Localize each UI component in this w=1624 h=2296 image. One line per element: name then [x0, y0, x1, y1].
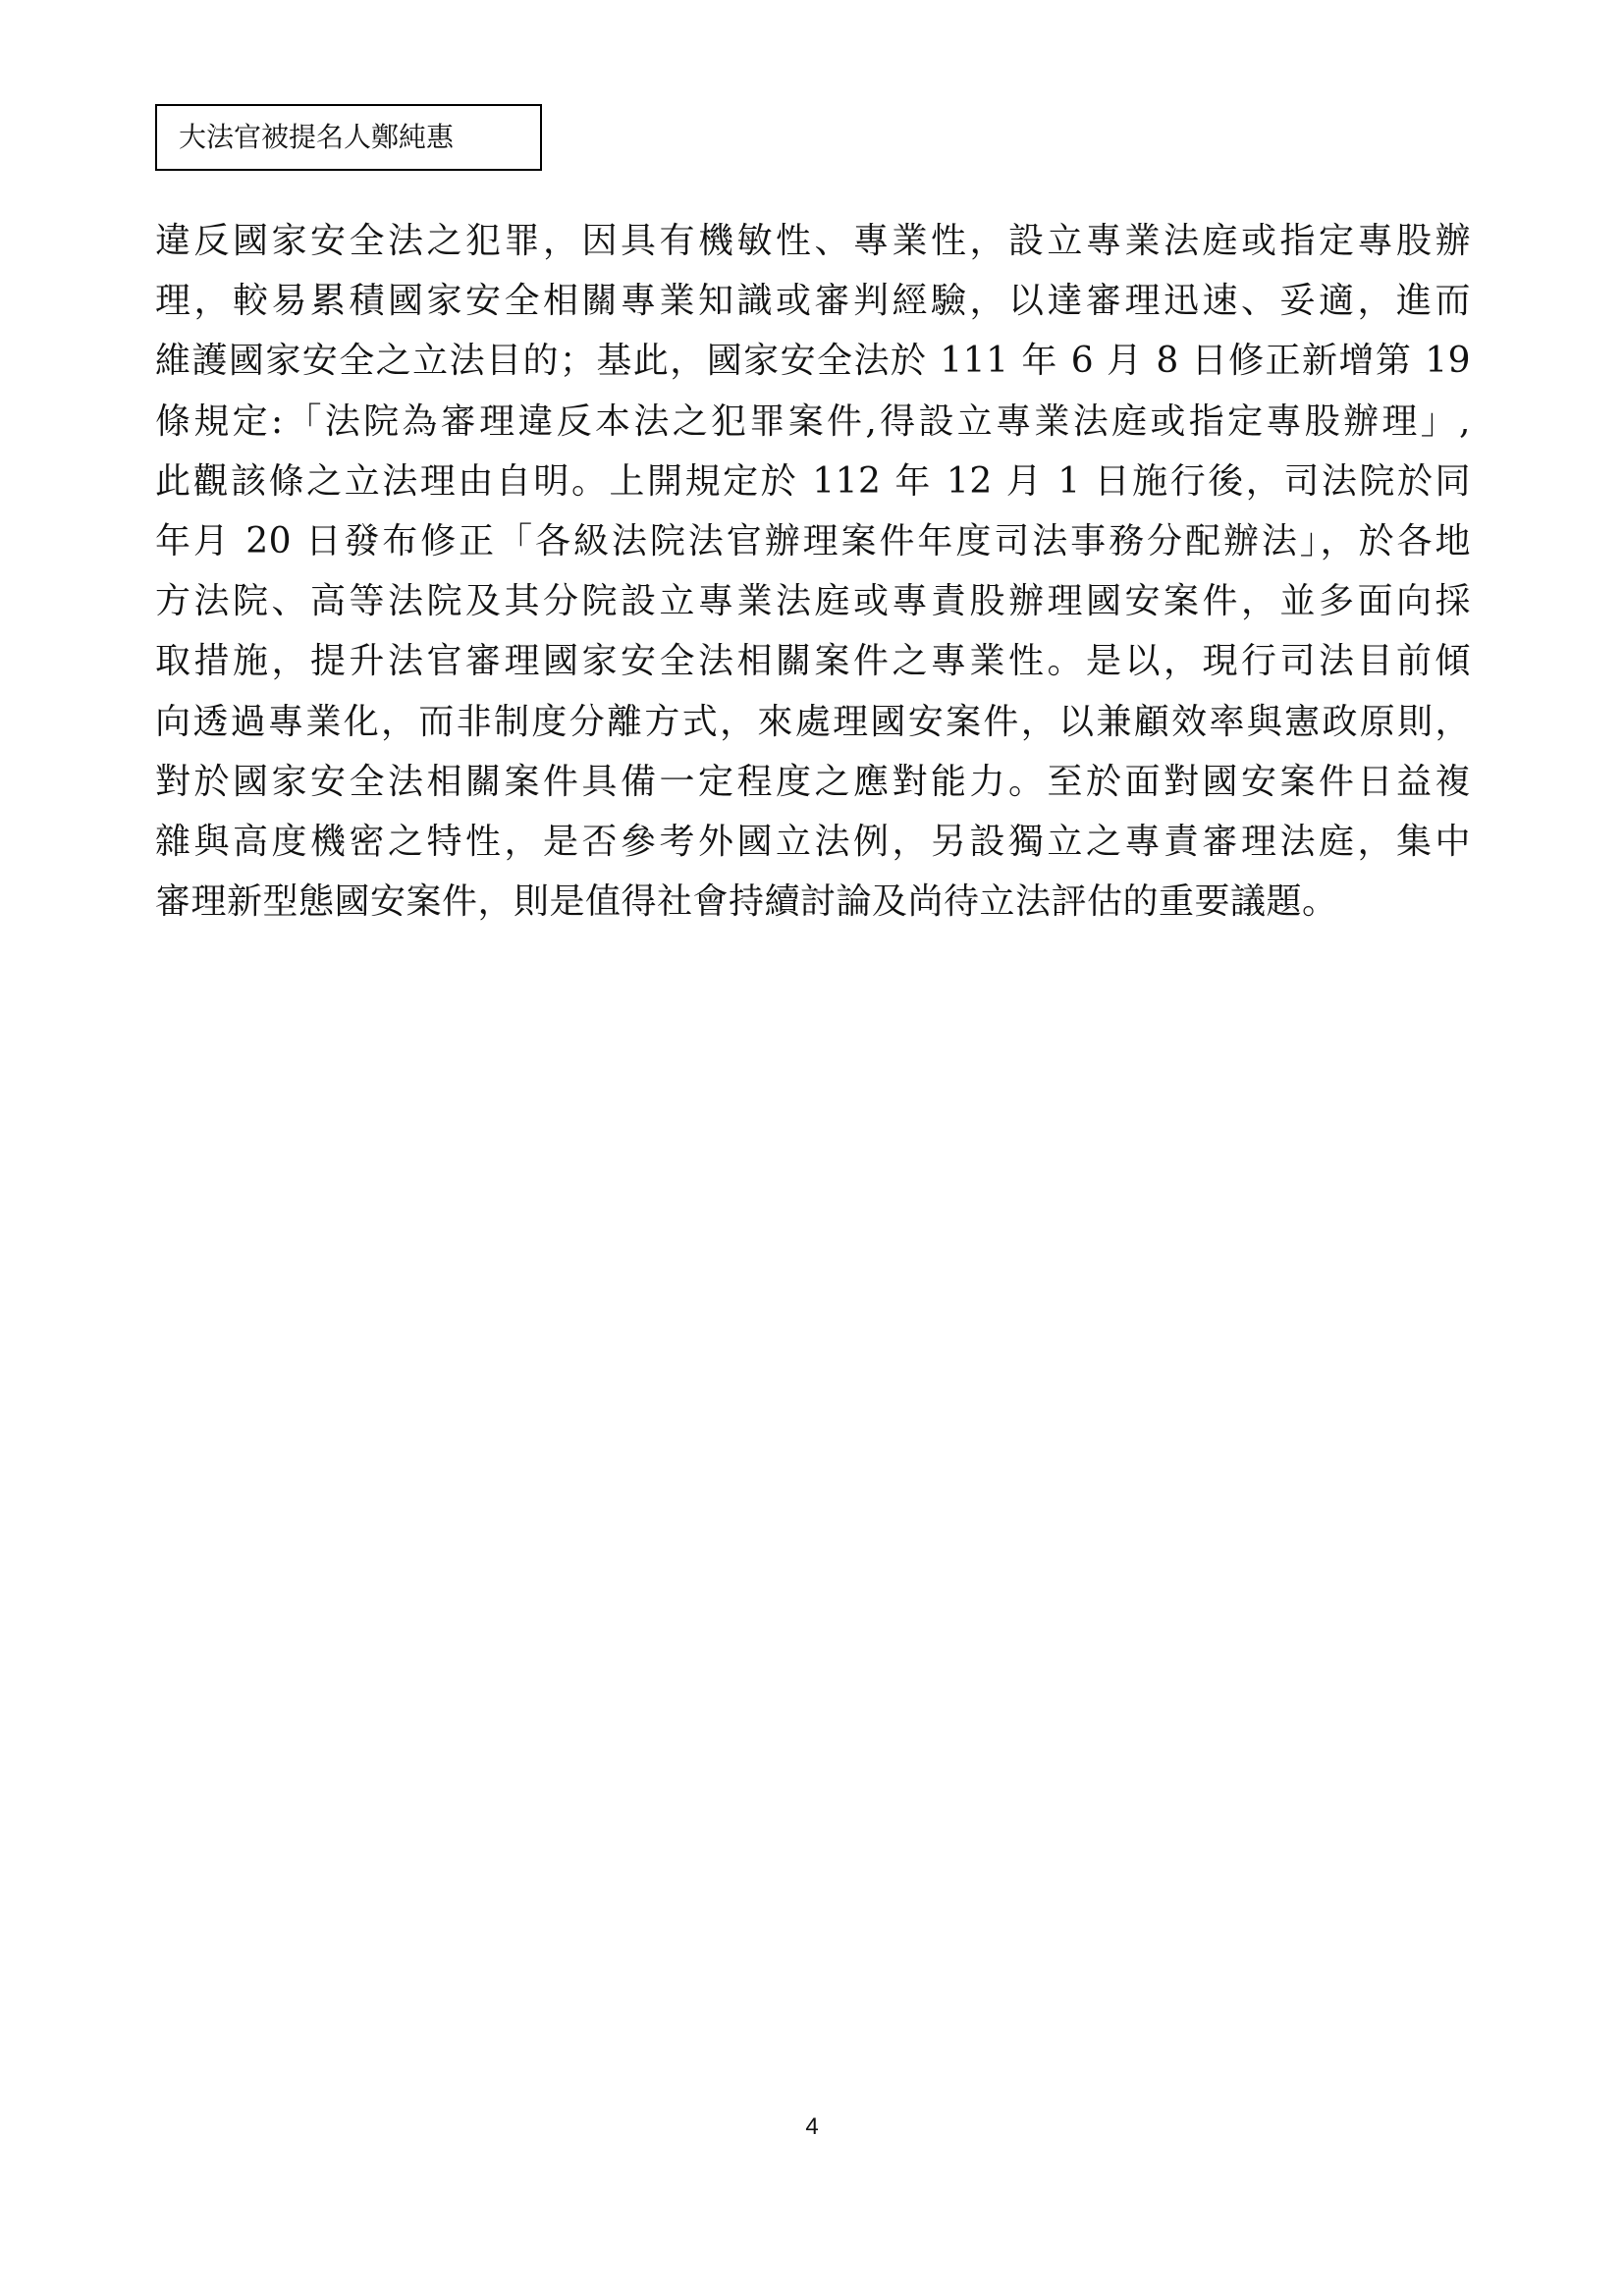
paragraph-line: 對於國家安全法相關案件具備一定程度之應對能力。至於面對國安案件日益複 [155, 761, 1471, 802]
paragraph-line: 違反國家安全法之犯罪，因具有機敏性、專業性，設立專業法庭或指定專股辦 [155, 221, 1471, 261]
paragraph-line: 理，較易累積國家安全相關專業知識或審判經驗，以達審理迅速、妥適，進而 [155, 281, 1471, 322]
paragraph-line: 維護國家安全之立法目的；基此，國家安全法於 111 年 6 月 8 日修正新增第 19 [155, 341, 1471, 382]
paragraph-line: 雜與高度機密之特性，是否參考外國立法例，另設獨立之專責審理法庭，集中 [155, 821, 1471, 862]
nominee-header-box: 大法官被提名人鄭純惠 [155, 104, 542, 171]
paragraph-line: 方法院、高等法院及其分院設立專業法庭或專責股辦理國安案件，並多面向採 [155, 581, 1471, 622]
body-paragraph [155, 211, 1471, 932]
paragraph-line: 取措施，提升法官審理國家安全法相關案件之專業性。是以，現行司法目前傾 [155, 641, 1471, 682]
paragraph-line: 此觀該條之立法理由自明。上開規定於 112 年 12 月 1 日施行後，司法院於同 [155, 460, 1471, 502]
page-number: 4 [805, 2113, 819, 2140]
paragraph-line: 向透過專業化，而非制度分離方式，來處理國安案件，以兼顧效率與憲政原則， [155, 701, 1471, 742]
paragraph-line: 年月 20 日發布修正「各級法院法官辦理案件年度司法事務分配辦法」，於各地 [155, 520, 1471, 561]
paragraph-line: 審理新型態國安案件，則是值得社會持續討論及尚待立法評估的重要議題。 [155, 881, 1338, 923]
paragraph-line: 條規定:「法院為審理違反本法之犯罪案件,得設立專業法庭或指定專股辦理」, [155, 400, 1471, 442]
